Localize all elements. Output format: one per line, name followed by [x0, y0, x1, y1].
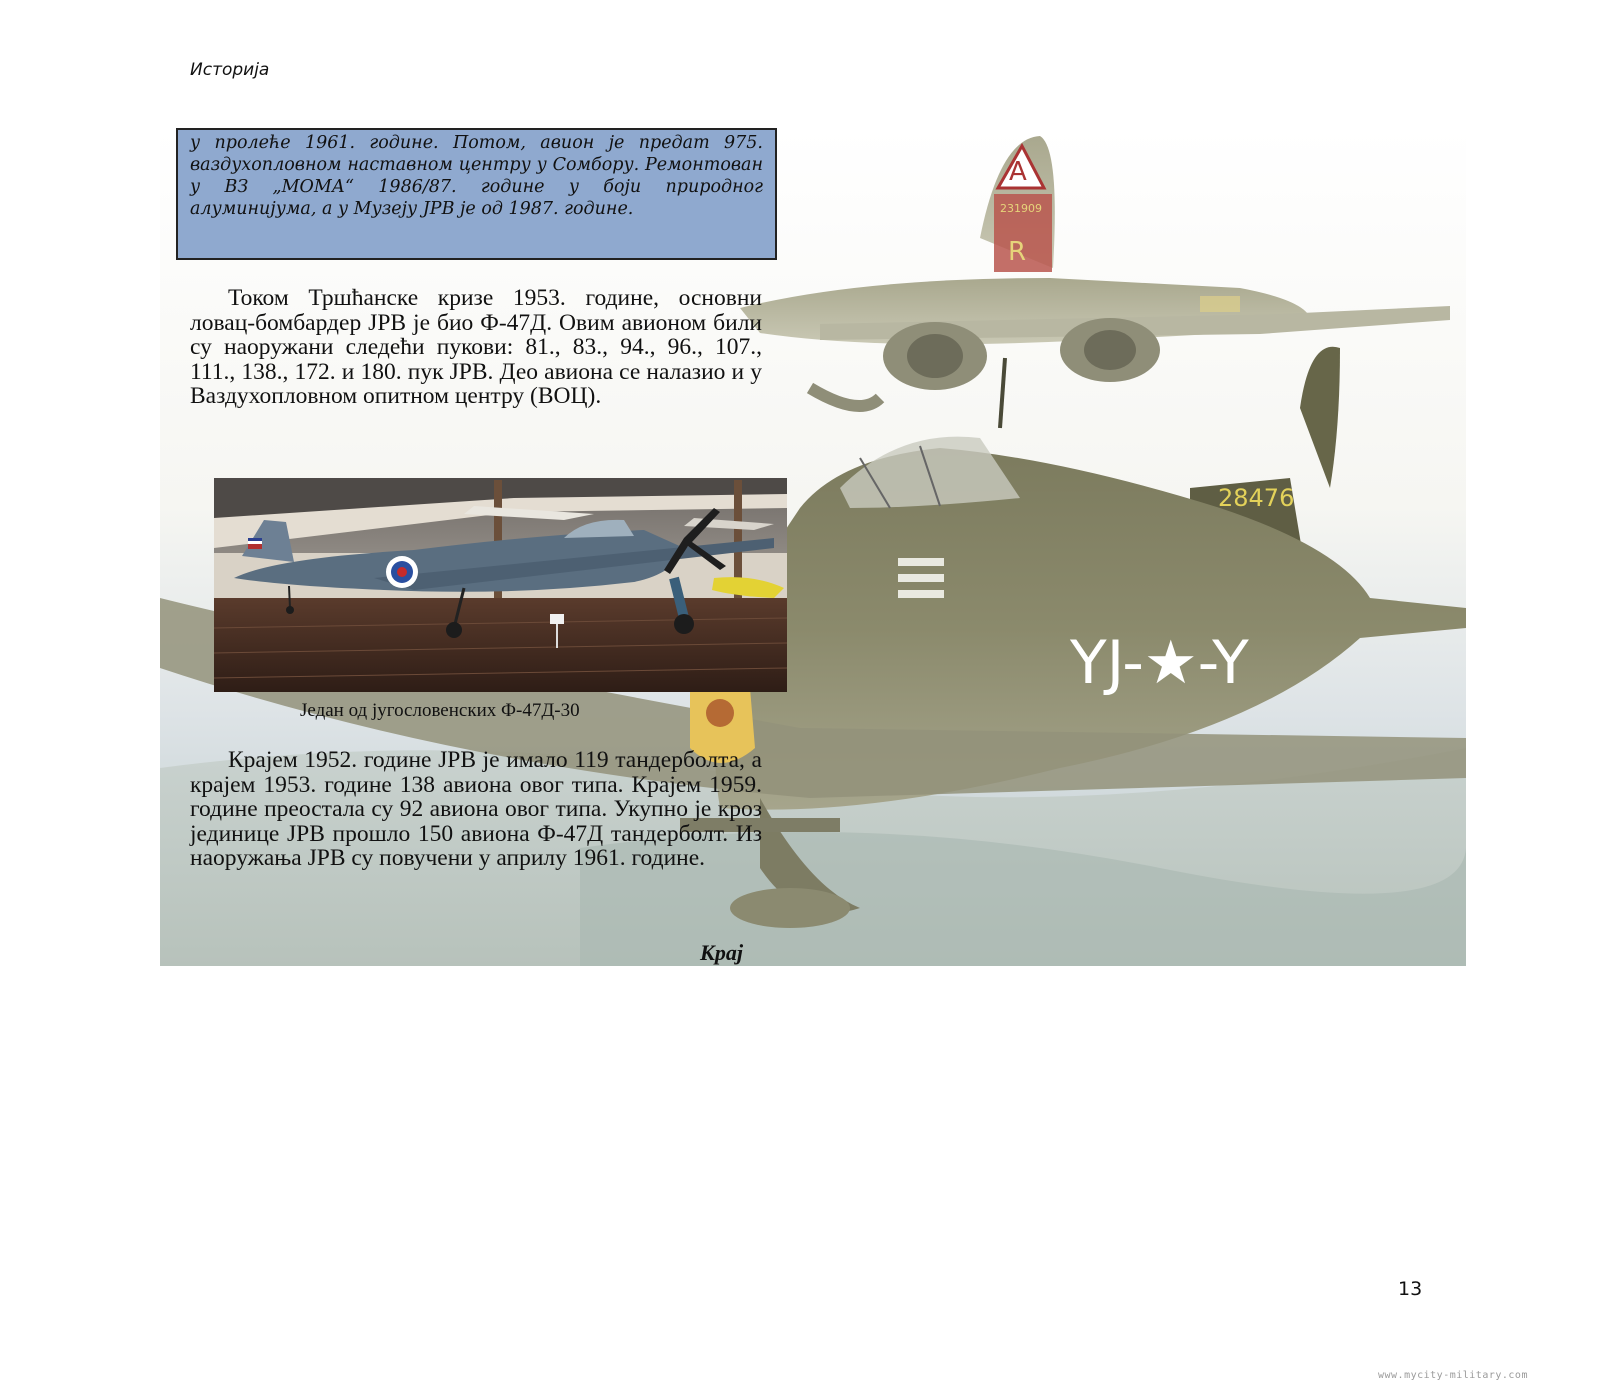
- end-mark: Крај: [700, 940, 744, 965]
- photo-caption: Један од југословенских Ф-47Д-30: [300, 700, 580, 721]
- paragraph-text: Током Тршћанске кризе 1953. године, основни ловац-бомбардер ЈРВ је био Ф-47Д. Овим авионом били су наоружани следећи пукови: 81., 83., 94., 96., 107., 111., 138., 172. и 180. пук ЈРВ. Део авиона се налазио и у Ваздухопловном опитном центру (ВОЦ).: [190, 285, 762, 409]
- caption-box: у пролеће 1961. године. Потом, авион је предат 975. ваздухопловном наставном центру у Сомбору. Ремонтован у ВЗ „МОМА“ 1986/87. године у боји природног алуминијума, а у Музеју ЈРВ је од 1987. године.: [176, 128, 777, 260]
- tail-letter-r: R: [1008, 237, 1027, 267]
- museum-aircraft-photo: [214, 478, 787, 692]
- section-label: Историја: [190, 60, 270, 80]
- page-number: 13: [1398, 1278, 1423, 1300]
- paragraph-text: Крајем 1952. године ЈРВ је имало 119 тандерболта, а крајем 1953. године 138 авиона овог типа. Крајем 1959. године преостала су 92 авиона овог типа. Укупно је кроз јединице ЈРВ прошло 150 авиона Ф-47Д тандерболт. Из наоружања ЈРВ су повучени у априлу 1961. године.: [190, 747, 762, 871]
- tail-letter-a: A: [1009, 157, 1027, 187]
- watermark: www.mycity-military.com: [1378, 1370, 1528, 1381]
- fuselage-code: YJ-★-Y: [1070, 628, 1249, 698]
- fuselage-serial: 28476: [1218, 484, 1295, 512]
- paragraph-thunderbolt-count: [190, 748, 762, 871]
- tail-serial: 231909: [1000, 202, 1042, 215]
- paragraph-trieste-crisis: [190, 286, 762, 409]
